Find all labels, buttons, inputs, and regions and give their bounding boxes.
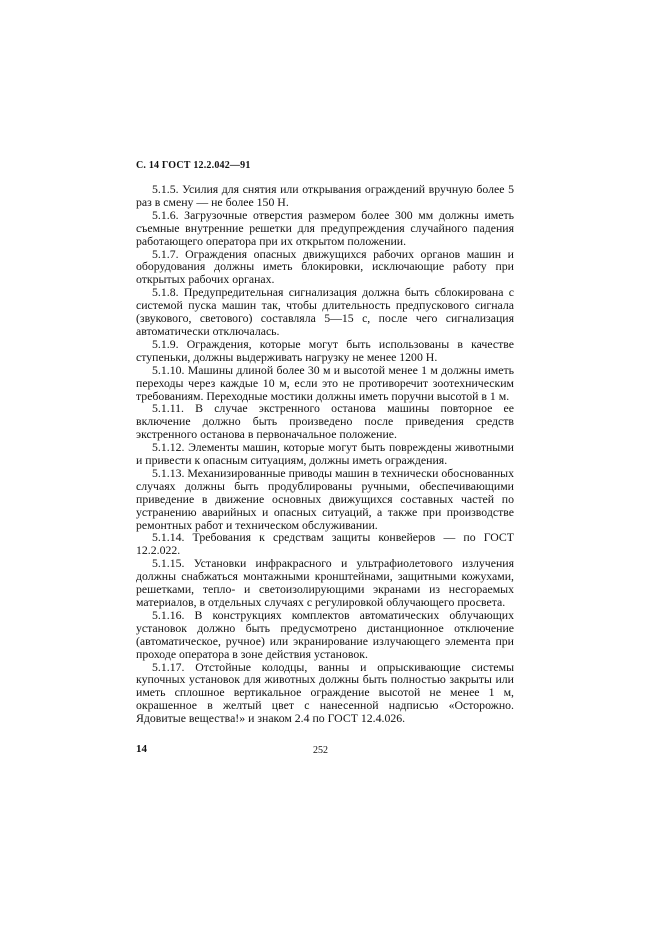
paragraph-5-1-17: 5.1.17. Отстойные колодцы, ванны и опрыскивающие системы купочных установок для животных должны быть полностью закрыты или иметь сплошное вертикальное ограждение высотой не менее 1 м, окрашенное в желтый цвет с нанесенной надписью «Осторожно. Ядовитые вещества!» и знаком 2.4 по ГОСТ 12.4.026. bbox=[136, 659, 514, 726]
paragraph-5-1-7: 5.1.7. Ограждения опасных движущихся рабочих органов машин и оборудования должны иметь блокировки, исключающие работу при открытых рабочих органах. bbox=[136, 246, 514, 287]
page-number: 14 bbox=[136, 743, 147, 755]
paragraph-5-1-12: 5.1.12. Элементы машин, которые могут быть повреждены животными и привести к опасным ситуациям, должны иметь ограждения. bbox=[136, 440, 514, 468]
paragraph-5-1-11: 5.1.11. В случае экстренного останова машины повторное ее включение должно быть произведено после приведения средств экстренного останова в первоначальное положение. bbox=[136, 401, 514, 442]
sheet-number: 252 bbox=[313, 745, 328, 756]
paragraph-5-1-14: 5.1.14. Требования к средствам защиты конвейеров — по ГОСТ 12.2.022. bbox=[136, 530, 514, 558]
document-body bbox=[136, 183, 514, 725]
page-header: С. 14 ГОСТ 12.2.042—91 bbox=[136, 160, 251, 171]
paragraph-5-1-16: 5.1.16. В конструкциях комплектов автоматических облучающих установок должно быть предусмотрено дистанционное отключение (автоматическое, ручное) или экранирование излучающего элемента при проходе оператора в зоне действия установок. bbox=[136, 607, 514, 661]
paragraph-5-1-9: 5.1.9. Ограждения, которые могут быть использованы в качестве ступеньки, должны выдерживать нагрузку не менее 1200 Н. bbox=[136, 336, 514, 364]
paragraph-5-1-13: 5.1.13. Механизированные приводы машин в технически обоснованных случаях должны быть продублированы ручными, обеспечивающими приведение в движение основных движущихся составных частей по устранению аварийных и опасных ситуаций, а также при производстве ремонтных работ и техническом обслуживании. bbox=[136, 465, 514, 532]
paragraph-5-1-8: 5.1.8. Предупредительная сигнализация должна быть сблокирована с системой пуска машин так, чтобы длительность предпускового сигнала (звукового, светового) составляла 5—15 с, после чего сигнализация автоматически отключалась. bbox=[136, 285, 514, 338]
paragraph-5-1-10: 5.1.10. Машины длиной более 30 м и высотой менее 1 м должны иметь переходы через каждые 10 м, если это не противоречит зоотехническим требованиям. Переходные мостики должны иметь поручни высотой в 1 м. bbox=[136, 362, 514, 403]
paragraph-5-1-6: 5.1.6. Загрузочные отверстия размером более 300 мм должны иметь съемные внутренние решетки для предупреждения случайного падения работающего оператора при их открытом положении. bbox=[136, 207, 514, 248]
paragraph-5-1-5: 5.1.5. Усилия для снятия или открывания ограждений вручную более 5 раз в смену — не более 150 Н. bbox=[136, 182, 514, 209]
paragraph-5-1-15: 5.1.15. Установки инфракрасного и ультрафиолетового излучения должны снабжаться монтажными кронштейнами, защитными кожухами, решетками, тепло- и светоизолирующими экранами из несгораемых материалов, в отдельных случаях с регулировкой облучающего просвета. bbox=[136, 556, 514, 609]
